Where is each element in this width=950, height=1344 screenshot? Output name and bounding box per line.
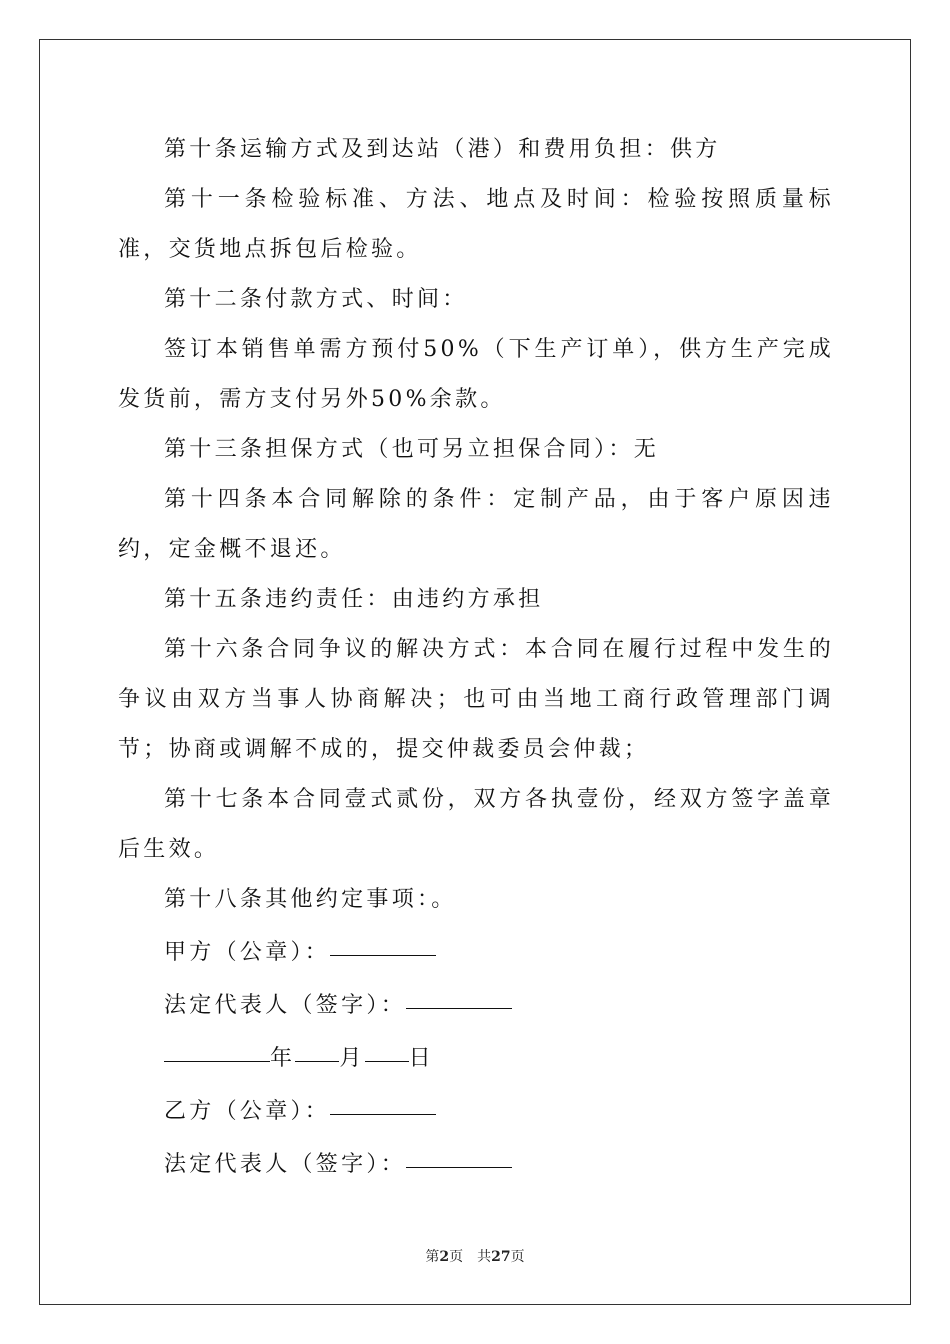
page-prefix: 第 bbox=[425, 1249, 440, 1265]
party-a-seal-line bbox=[118, 925, 834, 978]
clause-10: 第十条运输方式及到达站（港）和费用负担：供方 bbox=[164, 137, 721, 162]
document-body bbox=[118, 125, 834, 1190]
rep-a-label: 法定代表人（签字）： bbox=[164, 993, 407, 1018]
clause-12-detail: 签订本销售单需方预付50%（下生产订单），供方生产完成发货前，需方支付另外50%余款。 bbox=[118, 337, 834, 412]
page-number: 2 bbox=[439, 1249, 450, 1265]
party-a-blank bbox=[330, 925, 436, 956]
total-pages: 27 bbox=[491, 1249, 511, 1265]
year-blank bbox=[164, 1031, 270, 1062]
clause-12: 第十二条付款方式、时间： bbox=[164, 287, 468, 312]
party-b-seal-line bbox=[118, 1084, 834, 1137]
day-label: 日 bbox=[408, 1046, 434, 1071]
rep-a-sign-line bbox=[118, 978, 834, 1031]
rep-b-label: 法定代表人（签字）： bbox=[164, 1152, 407, 1177]
date-line bbox=[118, 1031, 834, 1084]
rep-b-blank bbox=[406, 1137, 512, 1168]
page-suffix: 页 bbox=[449, 1249, 464, 1265]
clause-14: 第十四条本合同解除的条件：定制产品，由于客户原因违约，定金概不退还。 bbox=[118, 487, 834, 562]
party-b-label: 乙方（公章）： bbox=[164, 1099, 331, 1124]
day-blank bbox=[365, 1031, 409, 1062]
clause-18: 第十八条其他约定事项：。 bbox=[164, 887, 457, 912]
month-label: 月 bbox=[339, 1046, 365, 1071]
total-prefix: 共 bbox=[477, 1249, 492, 1265]
page-footer bbox=[0, 1246, 950, 1266]
rep-a-blank bbox=[406, 978, 512, 1009]
party-a-label: 甲方（公章）： bbox=[164, 940, 331, 965]
total-suffix: 页 bbox=[510, 1249, 525, 1265]
clause-11: 第十一条检验标准、方法、地点及时间：检验按照质量标准，交货地点拆包后检验。 bbox=[118, 187, 834, 262]
clause-13: 第十三条担保方式（也可另立担保合同）：无 bbox=[164, 437, 660, 462]
year-label: 年 bbox=[270, 1046, 296, 1071]
clause-15: 第十五条违约责任：由违约方承担 bbox=[164, 587, 544, 612]
party-b-blank bbox=[330, 1084, 436, 1115]
rep-b-sign-line bbox=[118, 1137, 834, 1190]
clause-17: 第十七条本合同壹式贰份，双方各执壹份，经双方签字盖章后生效。 bbox=[118, 787, 834, 862]
clause-16: 第十六条合同争议的解决方式：本合同在履行过程中发生的争议由双方当事人协商解决；也可由当地工商行政管理部门调节；协商或调解不成的，提交仲裁委员会仲裁； bbox=[118, 637, 834, 762]
month-blank bbox=[295, 1031, 339, 1062]
